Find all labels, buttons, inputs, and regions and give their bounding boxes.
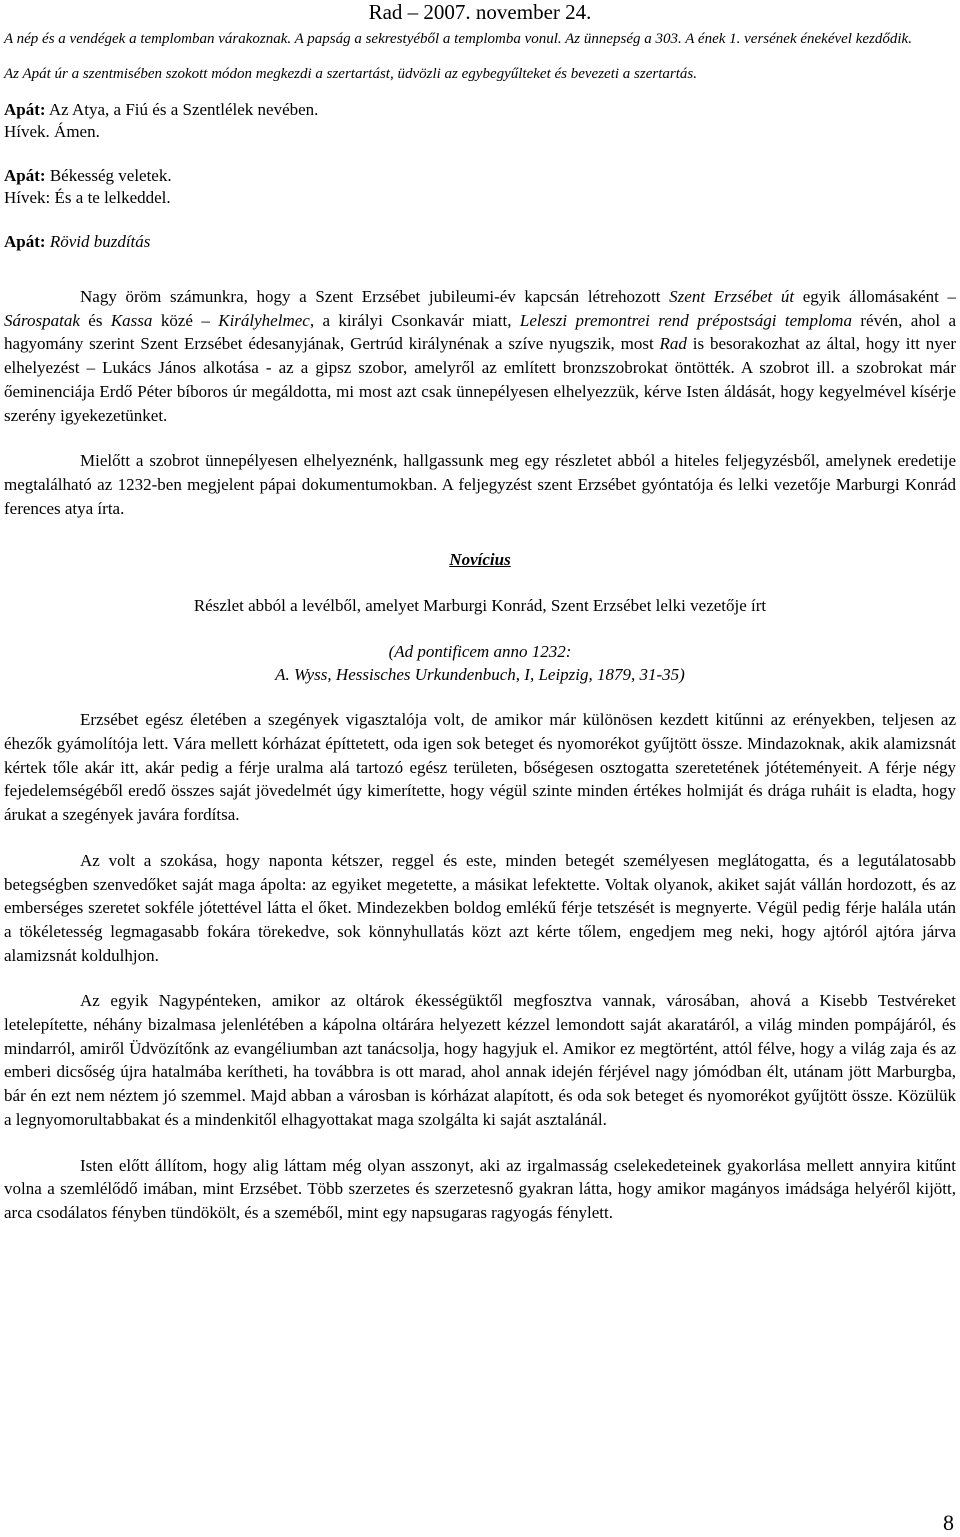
italic-run: Kassa bbox=[110, 310, 153, 330]
paragraph-2: Mielőtt a szobrot ünnepélyesen elhelyeznénk, hallgassunk meg egy részletet abból a hiteles feljegyzésből, amelynek eredetije megtalálható az 1232-ben megjelent pápai dokumentumokban. A feljegyzést szent Erzsébet gyóntatója és lelki vezetője Marburgi Konrád ferences atya írta. bbox=[4, 451, 956, 518]
italic-run: Sárospatak bbox=[4, 310, 80, 330]
speaker-label: Apát: bbox=[4, 100, 46, 119]
speaker-label: Apát: bbox=[4, 166, 46, 185]
italic-run: Királyhelmec bbox=[218, 310, 310, 330]
paragraph-6: Isten előtt állítom, hogy alig láttam még olyan asszonyt, aki az irgalmasság cselekedeteinek gyakorlása mellett annyira kitűnt volna a szemlélődő imában, mint Erzsébet. Több szerzetes és szerzetesnő gyakran látta, hogy amikor magányos imádsága helyéről kijött, arca csodálatos fényben tündökölt, és a szeméből, mint egy napsugaras ragyogás fénylett. bbox=[4, 1155, 956, 1222]
intro-rubric: A nép és a vendégek a templomban várakoznak. A papság a sekrestyéből a templomba vonul. Az ünnepség a 303. A ének 1. versének énekével kezdődik. bbox=[4, 31, 912, 47]
document-title: Rad – 2007. november 24. bbox=[368, 0, 592, 24]
paragraph-4: Az volt a szokása, hogy naponta kétszer, reggel és este, minden betegét személyesen meglátogatta, és a legutálatosabb betegségben szenvedőket saját maga ápolta: az egyiket megetette, a másikat lefektette. Voltak olyanok, akiket saját vállán hordozott, és az emberséges szeretet sokféle jótettével látta el őket. Mindezekben boldog emlékű férje tetszését is megnyerte. Végül pedig férje halála után a tökéletesség legmagasabb fokára törekedve, sok könnyhullatás közt azt kérte tőlem, engedjem meg neki, hogy ajtóról ajtóra járva alamizsnát koldulhjon. bbox=[4, 850, 956, 965]
text-run: és bbox=[79, 310, 111, 330]
italic-run: Rad bbox=[659, 334, 687, 354]
paragraph-1 bbox=[4, 285, 956, 427]
reading-source bbox=[4, 640, 956, 686]
source-line-1: (Ad pontificem anno 1232: bbox=[388, 642, 572, 662]
apat-line-text: Békesség veletek. bbox=[49, 166, 172, 185]
text-run: , a királyi Csonkavár miatt, bbox=[309, 310, 520, 330]
intro-rubric-2: Az Apát úr a szentmisében szokott módon megkezdi a szertartást, üdvözli az egybegyűlteket és bevezeti a szertartás. bbox=[4, 66, 697, 82]
dialog-line-apat-2 bbox=[4, 165, 956, 187]
dialog-line-hivek-2: Hívek: És a te lelkeddel. bbox=[4, 188, 171, 207]
italic-run: Szent Erzsébet út bbox=[669, 287, 795, 306]
text-run: Nagy öröm számunkra, hogy a Szent Erzsébet jubileumi-év kapcsán létrehozott bbox=[80, 287, 670, 306]
reading-heading: Novícius bbox=[449, 550, 511, 570]
dialog-line-apat-1 bbox=[4, 99, 956, 121]
text-run: révén, ahol a hagyomány szerint Szent Erzsébet édesanyjának, Gertrúd királynénak a szíve nyugszik, most bbox=[4, 310, 956, 354]
dialog-line-hivek-1: Hívek. Ámen. bbox=[4, 122, 100, 141]
page-number: 8 bbox=[943, 1510, 954, 1535]
dialog-block-3 bbox=[4, 231, 956, 253]
text-run: közé – bbox=[152, 310, 219, 330]
text-run: is besorakozhat az által, hogy itt nyer elhelyezést – Lukács János alkotása - az a gipsz szobor, amelyről az említett bronzszobrokat öntötték. A szobrot ill. a szobrokat már őeminenciája Erdő Péter bíboros úr megáldotta, mi most azt csak ünnepélyesen elhelyezzük, kérve Isten áldását, hogy kegyelmével kísérje szerény igyekezetünket. bbox=[4, 334, 956, 425]
italic-run: Leleszi premontrei rend prépostsági temploma bbox=[519, 310, 852, 330]
apat-line-text: Az Atya, a Fiú és a Szentlélek nevében. bbox=[48, 100, 319, 119]
speaker-label: Apát: bbox=[4, 232, 46, 251]
dialog-block-2 bbox=[4, 165, 956, 209]
paragraph-5: Az egyik Nagypénteken, amikor az oltárok ékességüktől megfosztva vannak, városában, ahová a Kisebb Testvéreket letelepítette, néhány bizalmasa jelenlétében a kápolna oltárára helyezett kézzel lemondott saját akaratáról, a világ minden pompájáról, és mindarról, amiről Üdvözítőnk az evangéliumban azt tanácsolja, hogy hagyjuk el. Amikor ez megtörtént, attól félve, hogy a világ zaja és az emberi dicsőség újra hatalmába kerítheti, ha továbbra is ott marad, ahol annak idején férjével nagy jómódban élt, utánam jött Marburgba, bár én ezt nem néztem jó szemmel. Majd abban a városban is kórházat alapított, és oda sok beteget és nyomorékot gyűjtött össze. Közülük a legnyomorultabbakat és a mindenkitől elhagyottakat maga szolgálta ki saját asztalánál. bbox=[4, 991, 956, 1129]
paragraph-3: Erzsébet egész életében a szegények vigasztalója volt, de amikor már különösen kezdett kitűnni az erényekben, teljesen az éhezők gyámolítója lett. Vára mellett kórházat építtetett, oda igen sok beteget és nyomorékot gyűjtött össze. Mindazoknak, akik alamizsnát kértek tőle akár itt, akár pedig a férje uralma alá tartozó egész területen, bőségesen osztogatta szeretetének jótéteményeit. A férje négy fejedelemségéből eredő összes saját jövedelmét úgy kimerítette, hogy végül szinte minden értékes holmiját és drága ruháit is eladta, hogy árukat a szegények javára fordítsa. bbox=[4, 710, 956, 825]
apat-line-text: Rövid buzdítás bbox=[49, 232, 151, 251]
text-run: egyik állomásaként – bbox=[794, 287, 956, 306]
source-line-2: A. Wyss, Hessisches Urkundenbuch, I, Leipzig, 1879, 31-35) bbox=[275, 665, 685, 685]
reading-subtitle: Részlet abból a levélből, amelyet Marburgi Konrád, Szent Erzsébet lelki vezetője írt bbox=[193, 596, 767, 616]
dialog-block-1 bbox=[4, 99, 956, 143]
document-page bbox=[4, 0, 956, 1225]
